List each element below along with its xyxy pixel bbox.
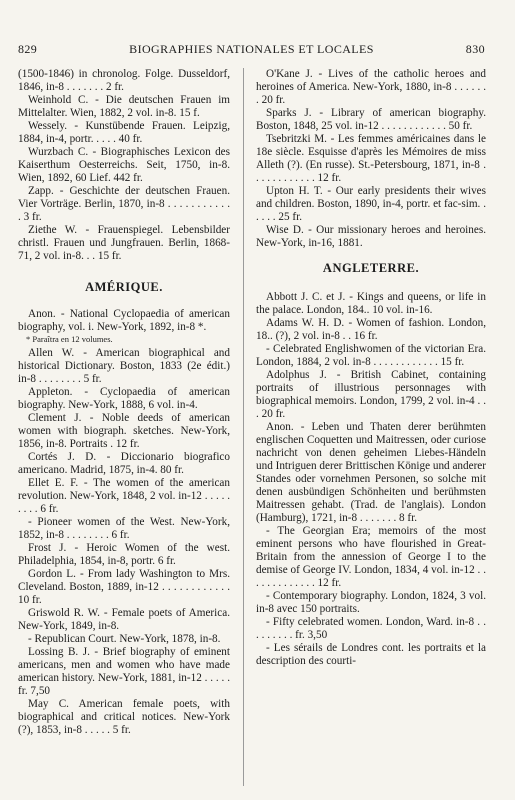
bib-entry: Abbott J. C. et J. - Kings and queens, or life in the palace. London, 184.. 10 vol. in-16. bbox=[256, 291, 486, 316]
bib-entry: Ziethe W. - Frauenspiegel. Lebensbilder christl. Frauen und Jungfrauen. Berlin, 1868-71, 2 vol. in-8. . . 15 fr. bbox=[18, 224, 230, 262]
bib-entry: Anon. - National Cyclopaedia of american biography, vol. i. New-York, 1892, in-8 *. bbox=[18, 308, 230, 333]
section-title-amerique: AMÉRIQUE. bbox=[85, 280, 163, 294]
running-title: BIOGRAPHIES NATIONALES ET LOCALES bbox=[129, 42, 374, 56]
footnote: * Paraîtra en 12 volumes. bbox=[26, 334, 113, 344]
bib-entry: Weinhold C. - Die deutschen Frauen im Mittelalter. Wien, 1882, 2 vol. in-8. 15 f. bbox=[18, 94, 230, 119]
section-title-angleterre: ANGLETERRE. bbox=[322, 261, 420, 275]
bib-entry: - Pioneer women of the West. New-York, 1852, in-8 . . . . . . . . 6 fr. bbox=[18, 516, 230, 541]
bib-entry: Wurzbach C. - Biographisches Lexicon des Kaiserthum Oesterreichs. Seit, 1750, in-8. Wien, 1892, 60 Lief. 442 fr. bbox=[18, 146, 230, 184]
bib-entry: - Republican Court. New-York, 1878, in-8. bbox=[28, 633, 221, 645]
bib-entry: Ellet E. F. - The women of the american revolution. New-York, 1848, 2 vol. in-12 . . . . . . . . . 6 fr. bbox=[18, 477, 230, 515]
bib-entry: Allen W. - American biographical and historical Dictionary. Boston, 1833 (2e édit.) in-8 . . . . . . . . 5 fr. bbox=[18, 347, 230, 385]
bib-entry: - Contemporary biography. London, 1824, 3 vol. in-8 avec 150 portraits. bbox=[256, 590, 486, 615]
bib-entry: Wise D. - Our missionary heroes and heroines. New-York, in-16, 1881. bbox=[256, 224, 486, 249]
column-divider bbox=[243, 68, 244, 786]
bib-entry: Sparks J. - Library of american biography. Boston, 1848, 25 vol. in-12 . . . . . . . . . . . . 50 fr. bbox=[256, 107, 486, 132]
right-column bbox=[256, 68, 486, 668]
bib-entry: - Fifty celebrated women. London, Ward. in-8 . . . . . . . . . fr. 3,50 bbox=[256, 616, 486, 641]
bib-entry: Clement J. - Noble deeds of american women with biograph. sketches. New-York, 1856, in-8. Portraits . 12 fr. bbox=[18, 412, 230, 450]
page-number-right: 830 bbox=[465, 42, 485, 56]
bib-entry: Gordon L. - From lady Washington to Mrs. Cleveland. Boston, 1889, in-12 . . . . . . . . . . . . 10 fr. bbox=[18, 568, 230, 606]
bib-entry: Appleton. - Cyclopaedia of american biography. New-York, 1888, 6 vol. in-4. bbox=[18, 386, 230, 411]
bib-entry: Lossing B. J. - Brief biography of eminent americans, men and women who have made american history. New-York, 1881, in-12 . . . . . fr. 7,50 bbox=[18, 646, 230, 697]
bib-entry: Adolphus J. - British Cabinet, containing portraits of illustrious personnages with biographical memoirs. London, 1799, 2 vol. in-4 . . . 20 fr. bbox=[256, 369, 486, 420]
page-number-left: 829 bbox=[18, 42, 38, 56]
bib-entry: - The Georgian Era; memoirs of the most eminent persons who have flourished in Great-Britain from the annession of George I to the demise of George IV. London, 1834, 4 vol. in-12 . . . . . . . . . . . . . 12 fr. bbox=[256, 525, 486, 589]
bib-entry: O'Kane J. - Lives of the catholic heroes and heroines of America. New-York, 1880, in-8 . . . . . . . 20 fr. bbox=[256, 68, 486, 106]
bib-entry: Griswold R. W. - Female poets of America. New-York, 1849, in-8. bbox=[18, 607, 230, 632]
bib-entry: Zapp. - Geschichte der deutschen Frauen. Vier Vorträge. Berlin, 1870, in-8 . . . . . . . . . . . . 3 fr. bbox=[18, 185, 230, 223]
bib-entry: May C. American female poets, with biographical and critical notices. New-York (?), 1853, in-8 . . . . . 5 fr. bbox=[18, 698, 230, 736]
bib-entry: Tsebritzki M. - Les femmes américaines dans le 18e siècle. Esquisse d'après les Mémoires de miss Alleth (?). (En russe). St.-Petersbourg, 1871, in-8 . . . . . . . . . . . . 12 fr. bbox=[256, 133, 486, 184]
bib-entry: - Les sérails de Londres cont. les portraits et la description des courti- bbox=[256, 642, 486, 667]
bib-entry: Frost J. - Heroic Women of the west. Philadelphia, 1854, in-8, portr. 6 fr. bbox=[18, 542, 230, 567]
bib-entry: Anon. - Leben und Thaten derer berühmten englischen Coquetten und Maitressen, oder curiose nachricht von denen geheimen Liebes-Händeln und Intriguen derer Brittischen Könige und anderer Standes oder vornehmen Personen, so solche mit denen ausbündigen Schönheiten und berühmsten Maitressen gehabt. (Trad. de l'anglais). London (Hamburg), 1721, in-8 . . . . . . . 8 fr. bbox=[256, 421, 486, 524]
bib-entry: Cortés J. D. - Diccionario biografico americano. Madrid, 1875, in-4. 80 fr. bbox=[18, 451, 230, 476]
bib-entry: (1500-1846) in chronolog. Folge. Dusseldorf, 1846, in-8 . . . . . . . 2 fr. bbox=[18, 68, 230, 93]
page-header bbox=[18, 42, 485, 57]
bib-entry: Upton H. T. - Our early presidents their wives and children. Boston, 1890, in-4, portr. et fac-sim. . . . . . 25 fr. bbox=[256, 185, 486, 223]
left-column bbox=[18, 68, 230, 737]
bib-entry: Adams W. H. D. - Women of fashion. London, 18.. (?), 2 vol. in-8 . . 16 fr. bbox=[256, 317, 486, 342]
bib-entry: - Celebrated Englishwomen of the victorian Era. London, 1884, 2 vol. in-8 . . . . . . . . . . . . 15 fr. bbox=[256, 343, 486, 368]
bib-entry: Wessely. - Kunstübende Frauen. Leipzig, 1884, in-4, portr. . . . . 40 fr. bbox=[18, 120, 230, 145]
